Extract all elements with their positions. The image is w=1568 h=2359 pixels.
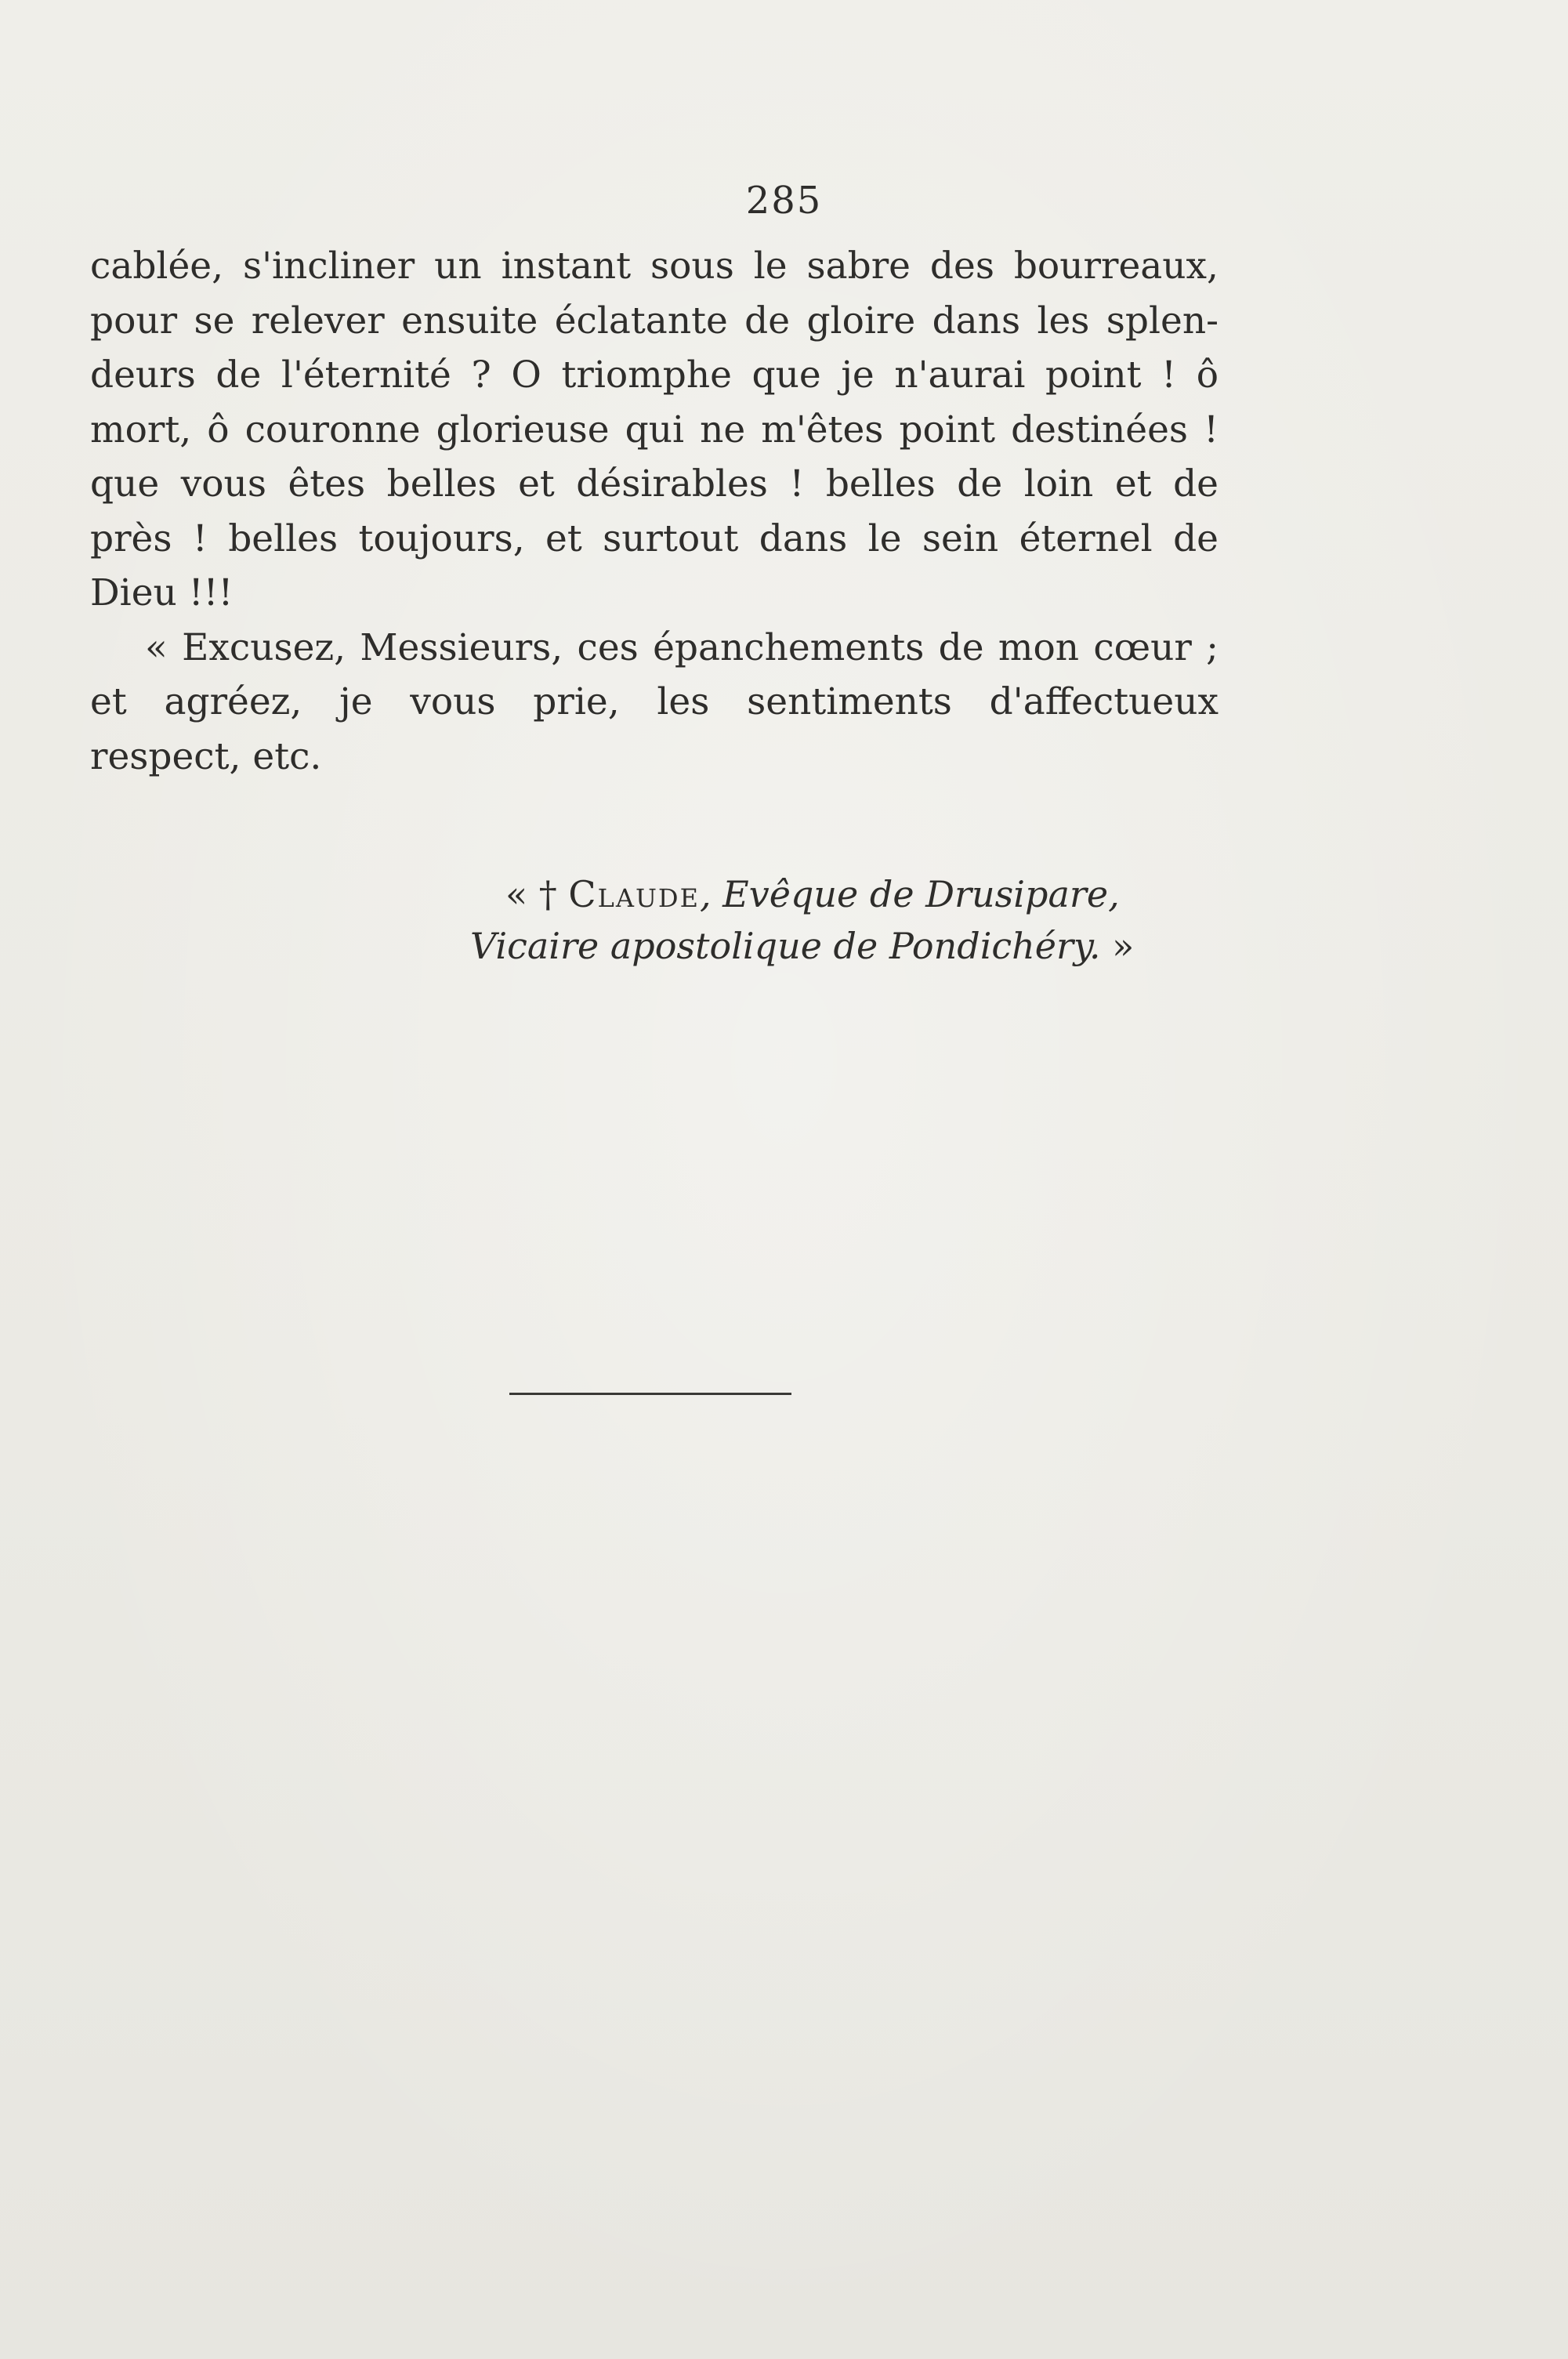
signatory-title-2: Vicaire apostolique de Pondichéry. [470, 925, 1101, 967]
body-text [90, 239, 1219, 784]
text-line: mort, ô couronne glorieuse qui ne m'êtes point destinées ! [90, 408, 1219, 451]
text-line: deurs de l'éternité ? O triomphe que je n'aurai point ! ô [90, 353, 1219, 397]
text-line: que vous êtes belles et désirables ! belles de loin et de [90, 462, 1219, 506]
signatory-title-1: , Evêque de Drusipare, [699, 873, 1120, 915]
signature-line-2 [470, 920, 1207, 972]
text-line: près ! belles toujours, et surtout dans le sein éternel de [90, 516, 1219, 560]
page-number: 285 [745, 179, 823, 223]
close-quote: » [1100, 925, 1135, 967]
paragraph-1 [90, 239, 1219, 621]
signature-block [470, 868, 1207, 972]
text-line: et agréez, je vous prie, les sentiments d'affectueux [90, 680, 1219, 723]
signatory-name: Claude [568, 873, 700, 915]
text-line: pour se relever ensuite éclatante de gloire dans les splen- [90, 299, 1219, 342]
paragraph-2 [90, 621, 1219, 785]
section-divider [509, 1393, 791, 1395]
text-line: cablée, s'incliner un instant sous le sabre des bourreaux, [90, 245, 1219, 288]
text-line: Dieu !!! [90, 571, 234, 614]
signature-line-1 [470, 868, 1207, 920]
text-line: « Excusez, Messieurs, ces épanchements de mon cœur ; [145, 625, 1219, 669]
cross-symbol: † [538, 873, 569, 915]
open-quote: « [505, 873, 539, 915]
text-line: respect, etc. [90, 734, 322, 778]
